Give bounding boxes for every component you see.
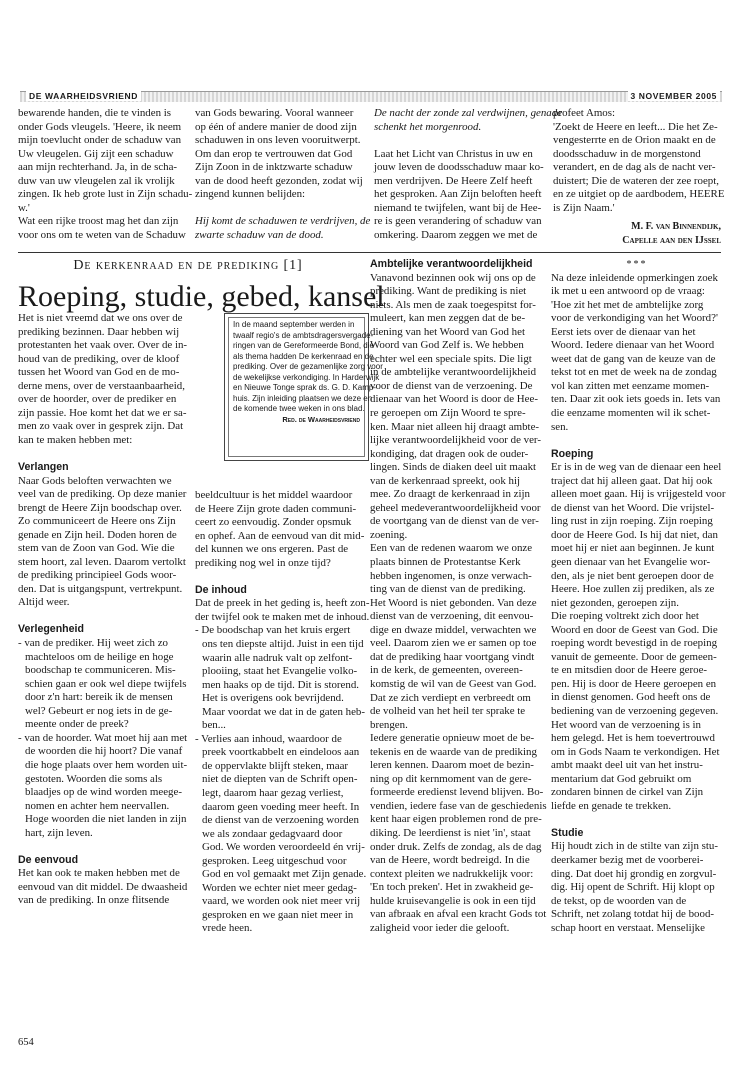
text-line: de Heere Zijn grote daden communi-	[195, 502, 357, 515]
beeldcultuur-text	[195, 489, 375, 570]
text-line: beeldcultuur is het middel waardoor	[195, 489, 353, 501]
text-line: duistert; Die de wateren der zee roept,	[553, 174, 720, 187]
text-line: jouw leven de doodsschaduw maar ko-	[374, 161, 544, 174]
text-line: legt, daarom haar gezag verliest,	[202, 786, 344, 799]
text-line: prediking bezinnen. Daar hebben wij	[18, 325, 180, 338]
text-line: is Zijn Naam.'	[553, 201, 615, 214]
text-line: de komende twee weken in ons blad.	[233, 404, 365, 413]
text-line: Wat een rijke troost mag het dan zijn	[18, 215, 179, 228]
text-line: geheel medeverantwoordelijkheid voor	[370, 501, 541, 514]
text-line: voor de verkondiging van het Woord?'	[551, 312, 718, 325]
text-line: mijn toevlucht onder de schaduw van	[18, 134, 182, 147]
verlegenheid-text	[18, 637, 218, 840]
text-line: God. We worden veroordeeld én vrij-	[202, 841, 365, 854]
text-line: zwarte schaduw van de dood.	[195, 228, 324, 241]
text-line: geen dienaar van het Evangelie wor-	[551, 555, 711, 568]
editorial-note-box	[224, 313, 383, 461]
text-line: van de dood heeft gezonden, zodat wij	[195, 174, 363, 187]
signature-place: Capelle aan den IJssel	[622, 234, 721, 246]
text-line: lijke verantwoordelijkheid voor de ver-	[370, 434, 541, 447]
text-line: ken. Maar niet alleen hij draagt ambte-	[370, 420, 540, 433]
text-line: aan mijn rechterhand. Ja, in de scha-	[18, 161, 178, 174]
text-line: verandert, en de dag als de nacht ver-	[553, 161, 716, 174]
roeping-text	[551, 461, 726, 813]
text-line: Het is overigens ook bevrijdend.	[202, 692, 344, 705]
text-line: we als zondaar gedagvaard door	[202, 827, 343, 840]
publication-name: DE WAARHEIDSVRIEND	[26, 91, 141, 101]
text-line: Die roeping voltrekt zich door het	[551, 610, 699, 623]
text-line: ambt maakt deel uit van het instru-	[551, 759, 703, 772]
text-line: wel? Gebeurt er nog iets in de ge-	[25, 704, 173, 717]
text-line: profeet Amos:	[553, 107, 616, 119]
text-line: genade en Zijn heil. Doden horen de	[18, 528, 177, 541]
text-line: 'Hoe zit het met de ambtelijke zorg	[551, 298, 704, 311]
text-line: Eerst iets over de dienaar van het	[551, 325, 696, 338]
text-line: 'Zoekt de Heere en leeft... Die het Ze-	[553, 120, 718, 133]
text-line: men verdrijven. De Heere Zelf heeft	[374, 174, 533, 187]
text-line: ding. Dat doet hij grondig en zorgvul-	[551, 867, 717, 880]
text-line: veel. Daarom zien we er samen op toe	[370, 637, 537, 650]
text-line: men zo vaak over in gesprek zijn. Dat	[18, 420, 184, 433]
text-line: dienst van de verzoening, dit eenvou-	[370, 610, 534, 623]
top-column-3-text	[374, 148, 552, 243]
text-line: Woord. Iedere dienaar van het Woord	[551, 339, 715, 352]
text-line: niet gezonden, geroepen zijn.	[551, 596, 679, 609]
text-line: diking. De leerdienst is niet 'in', staat	[370, 826, 531, 839]
editorial-note-text	[233, 320, 383, 415]
article-title: Roeping, studie, gebed, kansel	[18, 280, 385, 313]
text-line: nomen en achter hem neervallen.	[25, 799, 170, 812]
text-line: alleen moet gaan. Hij is vrijgesteld voor	[551, 488, 726, 501]
section-divider	[18, 252, 721, 253]
text-line: schaduwen in ons leven vooruitwerpt.	[195, 134, 361, 147]
text-line: doodsschaduw in de morgenstond	[553, 147, 701, 160]
text-line: bediening van de verzoening gegeven.	[551, 705, 719, 717]
text-line: Maar voordat we dat in de gaten heb-	[202, 705, 365, 718]
text-line: 'En toch preken'. Het in zwakheid ge-	[370, 881, 534, 894]
text-line: Het woord van de verzoening is in	[551, 718, 702, 731]
text-line: ning op dit kernmoment van de gere-	[370, 772, 532, 785]
text-line: het gesproken. Aan Zijn beloften heeft	[374, 188, 542, 201]
text-line: den. Dat is uitgangspunt, vertrekpunt.	[18, 582, 183, 595]
ambtelijke-text	[370, 272, 550, 936]
text-line: echter wel een speciale spits. Die ligt	[370, 352, 532, 365]
text-line: over de hoorder, over de prediker en	[18, 393, 177, 406]
text-line: plaats binnen de Protestantse Kerk	[370, 556, 521, 569]
text-line: Altijd weer.	[18, 596, 70, 609]
top-column-3-poem	[374, 107, 563, 134]
text-line: ik met u een antwoord op de vraag:	[551, 285, 705, 298]
text-line: veel van de prediking. Op deze manier	[18, 488, 187, 501]
text-line: brengen.	[370, 718, 408, 731]
text-line: vendien, iedere fase van de geschiedenis	[370, 799, 547, 812]
text-line: Het Woord is niet gebonden. Van deze	[370, 596, 537, 609]
text-line: onder Gods vleugels. 'Heere, ik neem	[18, 120, 182, 133]
section-stars: ***	[626, 259, 648, 270]
text-line: van de kerkenraad spreekt, ook hij	[370, 474, 520, 487]
text-line: vanuit de gemeente. Door de gemeen-	[551, 650, 717, 663]
text-line: hem gelegd. Het is hem toevertrouwd	[551, 732, 715, 745]
text-line: in dienst genomen. God heeft ons de	[551, 691, 711, 704]
text-line: den, als je niet bent geroepen door de	[551, 569, 714, 582]
article-column-3	[370, 258, 550, 935]
text-line: Een van de redenen waarom we onze	[370, 542, 533, 555]
issue-date: 3 NOVEMBER 2005	[628, 91, 720, 101]
top-column-2-poem	[195, 215, 375, 242]
inhoud-text	[195, 597, 375, 936]
text-line: stem hoort, zal leven. Daarom vertolkt	[18, 555, 186, 568]
text-line: - De boodschap van het kruis ergert	[195, 624, 351, 637]
studie-text	[551, 840, 723, 935]
text-line: zoening.	[370, 528, 408, 541]
text-line: ringen van de Gereformeerde Bond, die	[233, 341, 374, 350]
text-line: Naar Gods beloften verwachten we	[18, 474, 172, 487]
text-line: onder druk. Zelfs de zondag, als de dag	[370, 840, 542, 853]
text-line: traject dat hij alleen gaat. Dat hij ook	[551, 474, 713, 487]
text-line: prediking nog wel in onze tijd?	[195, 556, 331, 569]
text-line: Dat ze zich verdiept en verbreedt om	[370, 691, 531, 704]
text-line: door de Heere God. Is hij dat niet, dan	[551, 528, 718, 541]
text-line: derne mens, over de verstaanbaarheid,	[18, 379, 185, 392]
text-line: van de Heere, wordt bedreigd. In die	[370, 854, 530, 867]
editorial-note-inner	[228, 317, 383, 457]
text-line: en ze uitgiet op de aardbodem, HEERE	[553, 188, 725, 201]
text-line: der twijfel ook te maken met de inhoud.	[195, 610, 370, 623]
text-line: op één of andere manier de dood zijn	[195, 120, 357, 133]
text-line: roeping wordt bevestigd in de roeping	[551, 637, 718, 650]
text-line: plooiing, staat het Evangelie volko-	[202, 665, 358, 678]
heading-verlegenheid: Verlegenheid	[18, 623, 84, 636]
text-line: vengesterrte en de Orion maakt en de	[553, 134, 716, 147]
text-line: bewarende handen, die te vinden is	[18, 107, 172, 119]
text-line: blaadjes op de wind worden meege-	[25, 786, 182, 799]
heading-verlangen: Verlangen	[18, 460, 69, 473]
text-line: hart, zijn leven.	[25, 826, 93, 839]
text-line: de oppervlakte blijft steken, maar	[202, 759, 349, 772]
article-column-2	[195, 489, 375, 936]
text-line: del kunnen we ons ergeren. Past de	[195, 543, 349, 556]
text-line: in de ambtelijke verantwoordelijkheid	[370, 366, 537, 379]
text-line: Het kan ook te maken hebben met de	[18, 867, 180, 880]
text-line: ceert zo eenvoudig. Zonder opsmuk	[195, 516, 352, 529]
text-line: muleert, kan men zeggen dat de be-	[370, 312, 526, 325]
text-line: lingen. Sinds de diaken deel uit maakt	[370, 461, 537, 474]
text-line: schap hoort en verstaat. Menselijke	[551, 921, 705, 934]
text-line: Zo communiceert de Heere ons Zijn	[18, 515, 176, 528]
text-line: eenvoud van dit middel. De dwaasheid	[18, 880, 188, 893]
top-column-3	[374, 107, 563, 242]
text-line: Hoge woorden die niet landen in zijn	[25, 813, 187, 826]
text-line: de woorden die hij hoort? Die vanaf	[25, 745, 183, 758]
text-line: de dienst van het Woord. Die vrijstel-	[551, 501, 715, 514]
text-line: Het is niet vreemd dat we ons over de	[18, 312, 183, 324]
text-line: vaard, we worden ook niet meer vrij	[202, 895, 361, 908]
text-line: - Verlies aan inhoud, waardoor de	[195, 732, 342, 745]
text-line: ben...	[202, 719, 226, 732]
text-line: sen.	[551, 420, 569, 433]
text-line: waarin alle nadruk valt op zelfont-	[202, 651, 353, 664]
text-line: prediking. Want de prediking is niet	[370, 285, 527, 298]
text-line: mentarium dat God gebruikt om	[551, 772, 692, 785]
text-line: Uw vleugelen. Gij zijt een schaduw	[18, 147, 174, 160]
text-line: Worden we echter niet meer gedag-	[202, 881, 357, 894]
text-line: In de maand september werden in	[233, 320, 355, 329]
heading-ambtelijke-verantwoordelijkheid: Ambtelijke verantwoordelijkheid	[370, 258, 533, 270]
text-line: meente onder de preek?	[25, 718, 129, 731]
text-line: die eenzame momenten wil ik schet-	[551, 407, 711, 420]
text-line: Er is in de weg van de dienaar een heel	[551, 461, 722, 474]
text-line: Laat het Licht van Christus in uw en	[374, 147, 533, 160]
text-line: tekst tot en met de week na de zondag	[551, 366, 717, 379]
text-line: protestanten het vaak over. Over de in-	[18, 339, 188, 352]
text-line: van afbraak en afval een kracht Gods tot	[370, 908, 547, 921]
text-line: deerkamer bezig met de voorberei-	[551, 853, 704, 866]
text-line: komstig de wil van de Geest van God.	[370, 677, 537, 690]
text-line: dat de prediking haar voortgang vindt	[370, 650, 535, 663]
top-column-1	[18, 107, 198, 242]
text-line: en ophef. Aan de eenvoud van dit mid-	[195, 529, 365, 542]
text-line: schenkt het morgenrood.	[374, 120, 482, 133]
text-line: Woord en door de Geest van God. Die	[551, 623, 718, 636]
heading-de-inhoud: De inhoud	[195, 583, 247, 596]
text-line: ons ten diepste altijd. Juist in een tijd	[202, 637, 364, 650]
text-line: de tekst, op de woorden van de	[551, 894, 687, 907]
text-line: ting van de dienst van de prediking.	[370, 583, 526, 596]
text-line: de volheid van het heil ter sprake te	[370, 705, 526, 718]
heading-studie: Studie	[551, 826, 584, 839]
text-line: tussen het Woord van God en de mo-	[18, 366, 180, 379]
text-line: formeerde eredienst levend blijven. Bo-	[370, 786, 544, 799]
inleiding-text	[551, 272, 723, 435]
text-line: de prediking principieel Gods woor-	[18, 569, 177, 582]
text-line: duw van uw vleugelen zal ik vrolijk	[18, 174, 175, 187]
text-line: kondiging, dat dragen ook de ouder-	[370, 447, 529, 460]
text-line: huis. Zijn inleiding plaatsen we deze en	[233, 393, 373, 403]
heading-de-eenvoud: De eenvoud	[18, 853, 79, 866]
text-line: Hij houdt zich in de stilte van zijn stu-	[551, 840, 718, 853]
text-line: diening van het Woord van God het	[370, 325, 525, 338]
text-line: die hoge plaats over hem worden uit-	[25, 758, 188, 771]
text-line: voor ons om te weten van de Schaduw	[18, 228, 186, 241]
text-line: zijn passie. Hoe komt het dat we er sa-	[18, 406, 187, 419]
text-line: dienaar van het Woord is door de Hee-	[370, 393, 538, 406]
text-line: re geroepen om Zijn Woord te spre-	[370, 407, 526, 420]
text-line: in de kerk, de gemeenten, overeen-	[370, 664, 523, 677]
text-line: de dienst van de verzoening worden	[202, 814, 359, 827]
text-line: niemand te twijfelen, want bij de Hee-	[374, 201, 542, 214]
text-line: w.'	[18, 201, 30, 214]
text-line: weet dat de gang van de keuze van de	[551, 352, 716, 365]
text-line: kent haar eigen problemen rond de pre-	[370, 813, 542, 826]
page-number: 654	[18, 1037, 34, 1048]
text-line: re is geen verandering of schaduw van	[374, 215, 542, 228]
text-line: niets. Als men de zaak toegespitst for-	[370, 298, 536, 311]
text-line: context pleiten we nadrukkelijk voor:	[370, 867, 534, 880]
text-line: Iedere generatie opnieuw moet de be-	[370, 732, 535, 745]
text-line: Zijn Zoon in de inktzwarte schaduw	[195, 161, 353, 174]
text-line: niet de diepten van de Schrift open-	[202, 773, 358, 786]
text-line: Woord van God Zelf is. We hebben	[370, 339, 524, 352]
text-line: twaalf regio's de ambtsdragersvergade-	[233, 330, 374, 340]
intro-text	[18, 312, 218, 447]
text-line: gesproken. Leeg uitgeschud voor	[202, 854, 347, 867]
text-line: vol kan zitten met eenzame momen-	[551, 379, 710, 392]
text-line: boodschap te communiceren. Mis-	[25, 664, 176, 677]
text-line: liefde en genade te trekken.	[551, 799, 672, 812]
text-line: brengt de Heere Zijn boodschap over.	[18, 501, 182, 514]
text-line: ling rust in zijn roeping. Zijn roeping	[551, 515, 713, 528]
text-line: zondaren binnen de cirkel van Zijn	[551, 786, 704, 799]
text-line: stem van de Zoon van God. Wie die	[18, 542, 175, 555]
top-column-2-text	[195, 107, 375, 202]
text-line: als thema hadden De kerkenraad en de	[233, 351, 374, 361]
verlangen-text	[18, 475, 218, 610]
text-line: door z'n hart: bereik ik de mensen	[25, 691, 173, 704]
text-line: hebben ingenomen, is onze verwach-	[370, 569, 532, 582]
text-line: om in Gods Naam te verkondigen. Het	[551, 745, 720, 758]
text-line: Vanavond bezinnen ook wij ons op de	[370, 271, 536, 284]
text-line: de voortgang van de dienst van de ver-	[370, 515, 539, 528]
top-column-4-text	[553, 107, 725, 215]
top-column-4	[553, 107, 725, 247]
text-line: houd van de prediking, over de kloof	[18, 352, 180, 365]
editorial-note-signature: Red. de Waarheidsvriend	[282, 414, 360, 424]
text-line: gesproken en we gaan niet meer in	[202, 908, 354, 921]
text-line: pen. Hij is door de Heere geroepen en	[551, 677, 717, 690]
text-line: en Nieuwe Tonge sprak ds. G. D. Kamp-	[233, 383, 377, 392]
text-line: moet hij er niet aan beginnen. Je kunt	[551, 542, 715, 555]
text-line: tekenis en de waarde van de prediking	[370, 745, 537, 758]
text-line: De nacht der zonde zal verdwijnen, genade	[374, 107, 563, 119]
text-line: vrede heen.	[202, 922, 253, 935]
top-column-2	[195, 107, 375, 242]
eenvoud-text	[18, 867, 218, 908]
text-line: zingen. Ik heb grote lust in Zijn schadu-	[18, 188, 193, 201]
text-line: Hij komt de schaduwen te verdrijven, de	[195, 215, 371, 228]
text-line: van de prediking. In onze flitsende	[18, 894, 170, 907]
text-line: men haaks op de tijd. Dit is storend.	[202, 678, 359, 691]
text-line: ten. Daar zit ook iets goeds in. Iets van	[551, 393, 721, 406]
text-line: Dat de preek in het geding is, heeft zon-	[195, 597, 370, 610]
text-line: gestoten. Woorden die soms als	[25, 772, 163, 785]
text-line: prediking. Over de gezamenlijke zorg voor	[233, 362, 383, 371]
signature-name: M. F. van Binnendijk,	[631, 221, 721, 233]
text-line: kan te maken hebben met:	[18, 433, 133, 446]
text-line: zingend kunnen belijden:	[195, 188, 306, 201]
article-column-1	[18, 312, 218, 908]
text-line: hulde kruisevangelie is ook in een tijd	[370, 894, 536, 907]
text-line: machteloos om de heilige en hoge	[25, 650, 174, 663]
text-line: Schrift, net zolang totdat hij de bood-	[551, 908, 715, 921]
text-line: - van de hoorder. Wat moet hij aan met	[18, 731, 188, 744]
text-line: Om dan erop te vertrouwen dat God	[195, 147, 353, 160]
text-line: omkering. Daarom zeggen we met de	[374, 228, 538, 241]
text-line: schien gaan er ook wel diepe twijfels	[25, 677, 187, 690]
text-line: preek voortkabbelt en eindeloos aan	[202, 746, 360, 759]
text-line: leren kennen. Daarom moet de bezin-	[370, 759, 534, 772]
text-line: - van de prediker. Hij weet zich zo	[18, 637, 168, 650]
article-kicker: De kerkenraad en de prediking [1]	[73, 258, 303, 273]
text-line: zaligheid voor ieder die gelooft.	[370, 921, 510, 934]
article-column-4	[551, 258, 726, 935]
text-line: dige en dwaze middel, verwachten we	[370, 623, 537, 636]
text-line: mee. Zo draagt de kerkenraad in zijn	[370, 488, 530, 501]
text-line: daarom geen voeding meer heeft. In	[202, 800, 360, 813]
text-line: van Gods bewaring. Vooral wanneer	[195, 107, 354, 119]
text-line: Heere. Hoe zullen zij prediken, als ze	[551, 583, 715, 596]
text-line: God en vol gemaakt met Zijn genade.	[202, 868, 367, 881]
text-line: voor de dienst van de verzoening. De	[370, 379, 533, 392]
text-line: Na deze inleidende opmerkingen zoek	[551, 271, 718, 284]
text-line: dig. Hij opent de Schrift. Hij klopt op	[551, 881, 715, 894]
text-line: te en mitsdien door de Heere geroe-	[551, 664, 708, 677]
text-line: de wekelijkse verkondiging. In Harderwijk	[233, 372, 380, 382]
heading-roeping: Roeping	[551, 447, 594, 460]
